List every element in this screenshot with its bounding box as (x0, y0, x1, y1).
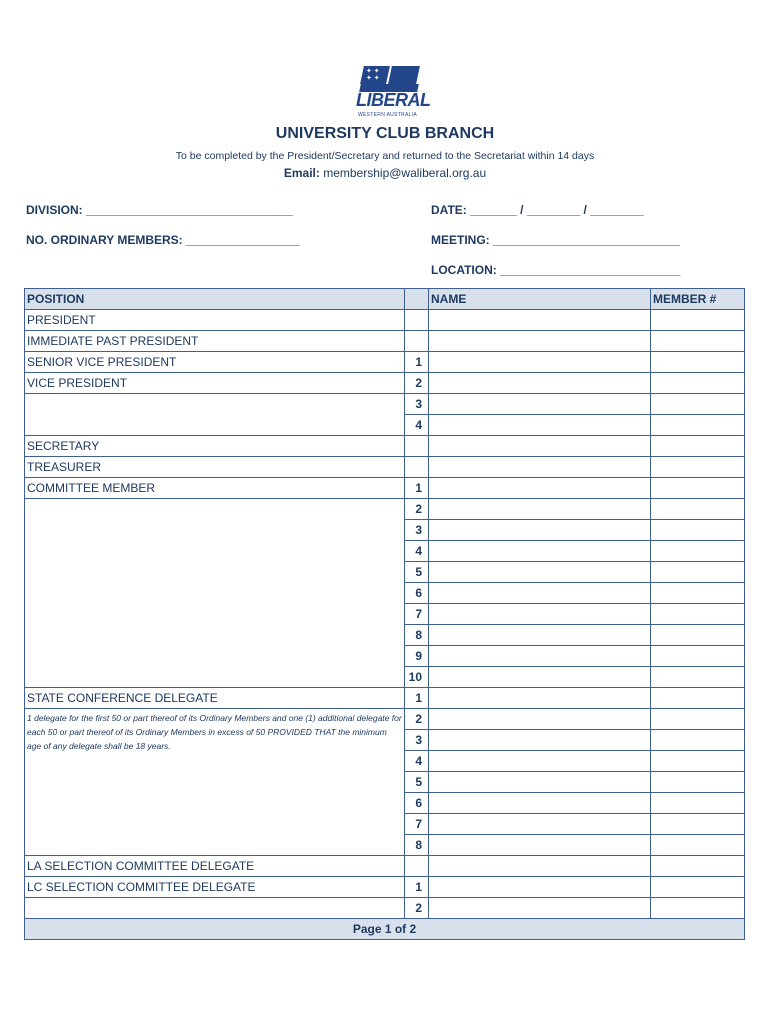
number-cell (405, 331, 429, 352)
position-cell (25, 898, 405, 919)
liberal-logo (352, 62, 431, 122)
name-input-cell[interactable] (429, 436, 651, 457)
position-cell: SECRETARY (25, 436, 405, 457)
email-label: Email: (283, 166, 320, 180)
member-number-input-cell[interactable] (651, 709, 745, 730)
name-input-cell[interactable] (429, 730, 651, 751)
number-cell: 3 (405, 730, 429, 751)
table-row (25, 331, 745, 352)
name-input-cell[interactable] (429, 352, 651, 373)
name-input-cell[interactable] (429, 520, 651, 541)
date-field[interactable]: DATE: _______ / ________ / ________ (431, 203, 644, 217)
name-input-cell[interactable] (429, 604, 651, 625)
number-cell: 1 (405, 352, 429, 373)
header-name: NAME (429, 289, 651, 310)
number-cell: 2 (405, 709, 429, 730)
member-number-input-cell[interactable] (651, 478, 745, 499)
header-member: MEMBER # (651, 289, 745, 310)
name-input-cell[interactable] (429, 772, 651, 793)
name-input-cell[interactable] (429, 394, 651, 415)
table-row (25, 856, 745, 877)
number-cell: 7 (405, 814, 429, 835)
table-row (25, 709, 745, 730)
position-cell (25, 499, 405, 688)
page-title: UNIVERSITY CLUB BRANCH (275, 125, 495, 142)
member-number-input-cell[interactable] (651, 751, 745, 772)
name-input-cell[interactable] (429, 814, 651, 835)
member-number-input-cell[interactable] (651, 772, 745, 793)
member-number-input-cell[interactable] (651, 352, 745, 373)
number-cell: 4 (405, 541, 429, 562)
number-cell: 4 (405, 415, 429, 436)
member-number-input-cell[interactable] (651, 856, 745, 877)
number-cell: 8 (405, 625, 429, 646)
table-row (25, 457, 745, 478)
table-row (25, 478, 745, 499)
logo-word: LIBERAL (356, 90, 431, 110)
member-number-input-cell[interactable] (651, 310, 745, 331)
ordinary-members-field[interactable]: NO. ORDINARY MEMBERS: _________________ (26, 233, 300, 247)
number-cell (405, 310, 429, 331)
name-input-cell[interactable] (429, 877, 651, 898)
position-cell: STATE CONFERENCE DELEGATE (25, 688, 405, 709)
number-cell: 6 (405, 793, 429, 814)
positions-table (24, 288, 745, 940)
name-input-cell[interactable] (429, 688, 651, 709)
table-row (25, 373, 745, 394)
member-number-input-cell[interactable] (651, 499, 745, 520)
division-field[interactable]: DIVISION: _______________________________ (26, 203, 293, 217)
number-cell: 10 (405, 667, 429, 688)
name-input-cell[interactable] (429, 499, 651, 520)
position-cell: COMMITTEE MEMBER (25, 478, 405, 499)
position-cell: PRESIDENT (25, 310, 405, 331)
email-line (0, 166, 770, 180)
name-input-cell[interactable] (429, 583, 651, 604)
name-input-cell[interactable] (429, 478, 651, 499)
position-cell (25, 394, 405, 436)
number-cell: 7 (405, 604, 429, 625)
member-number-input-cell[interactable] (651, 814, 745, 835)
member-number-input-cell[interactable] (651, 793, 745, 814)
name-input-cell[interactable] (429, 415, 651, 436)
logo-sub: WESTERN AUSTRALIA (358, 112, 417, 118)
member-number-input-cell[interactable] (651, 331, 745, 352)
table-row (25, 877, 745, 898)
number-cell (405, 436, 429, 457)
name-input-cell[interactable] (429, 709, 651, 730)
member-number-input-cell[interactable] (651, 436, 745, 457)
table-footer-row (25, 919, 745, 940)
name-input-cell[interactable] (429, 331, 651, 352)
number-cell: 8 (405, 835, 429, 856)
header-number (405, 289, 429, 310)
number-cell (405, 856, 429, 877)
name-input-cell[interactable] (429, 793, 651, 814)
position-cell: VICE PRESIDENT (25, 373, 405, 394)
member-number-input-cell[interactable] (651, 646, 745, 667)
email-value: membership@waliberal.org.au (323, 166, 487, 180)
position-cell: TREASURER (25, 457, 405, 478)
number-cell: 3 (405, 394, 429, 415)
name-input-cell[interactable] (429, 667, 651, 688)
member-number-input-cell[interactable] (651, 373, 745, 394)
name-input-cell[interactable] (429, 457, 651, 478)
number-cell: 1 (405, 877, 429, 898)
name-input-cell[interactable] (429, 898, 651, 919)
position-cell: IMMEDIATE PAST PRESIDENT (25, 331, 405, 352)
name-input-cell[interactable] (429, 310, 651, 331)
member-number-input-cell[interactable] (651, 394, 745, 415)
table-row (25, 394, 745, 415)
logo-stars-icon: ✦ ✦ ✦ ✦ (366, 68, 380, 82)
table-row (25, 310, 745, 331)
member-number-input-cell[interactable] (651, 457, 745, 478)
member-number-input-cell[interactable] (651, 604, 745, 625)
member-number-input-cell[interactable] (651, 520, 745, 541)
position-cell: LA SELECTION COMMITTEE DELEGATE (25, 856, 405, 877)
location-field[interactable]: LOCATION: ___________________________ (431, 263, 681, 277)
position-cell: LC SELECTION COMMITTEE DELEGATE (25, 877, 405, 898)
name-input-cell[interactable] (429, 751, 651, 772)
member-number-input-cell[interactable] (651, 688, 745, 709)
member-number-input-cell[interactable] (651, 625, 745, 646)
number-cell: 5 (405, 772, 429, 793)
member-number-input-cell[interactable] (651, 541, 745, 562)
position-cell: SENIOR VICE PRESIDENT (25, 352, 405, 373)
number-cell: 3 (405, 520, 429, 541)
member-number-input-cell[interactable] (651, 877, 745, 898)
number-cell: 5 (405, 562, 429, 583)
table-row (25, 898, 745, 919)
header-position: POSITION (25, 289, 405, 310)
table-header-row (25, 289, 745, 310)
number-cell: 1 (405, 688, 429, 709)
name-input-cell[interactable] (429, 541, 651, 562)
logo-flag-shape (388, 66, 420, 84)
number-cell: 4 (405, 751, 429, 772)
member-number-input-cell[interactable] (651, 898, 745, 919)
name-input-cell[interactable] (429, 835, 651, 856)
table-row (25, 688, 745, 709)
member-number-input-cell[interactable] (651, 730, 745, 751)
name-input-cell[interactable] (429, 856, 651, 877)
name-input-cell[interactable] (429, 646, 651, 667)
number-cell (405, 457, 429, 478)
member-number-input-cell[interactable] (651, 667, 745, 688)
table-row (25, 436, 745, 457)
meeting-field[interactable]: MEETING: ____________________________ (431, 233, 680, 247)
member-number-input-cell[interactable] (651, 415, 745, 436)
number-cell: 2 (405, 499, 429, 520)
member-number-input-cell[interactable] (651, 583, 745, 604)
name-input-cell[interactable] (429, 625, 651, 646)
table-row (25, 352, 745, 373)
page-number: Page 1 of 2 (25, 919, 745, 940)
table-row (25, 499, 745, 520)
number-cell: 1 (405, 478, 429, 499)
number-cell: 6 (405, 583, 429, 604)
number-cell: 2 (405, 898, 429, 919)
name-input-cell[interactable] (429, 373, 651, 394)
delegate-note: 1 delegate for the first 50 or part thereof of its Ordinary Members and one (1) additional delegate for each 50 or part thereof of its Ordinary Members in excess of 50 PROVIDED THAT the minimum age of any delegate shall be 18 years. (25, 709, 405, 856)
number-cell: 9 (405, 646, 429, 667)
member-number-input-cell[interactable] (651, 562, 745, 583)
page-subtitle: To be completed by the President/Secretary and returned to the Secretariat within 14 days (175, 150, 595, 162)
number-cell: 2 (405, 373, 429, 394)
member-number-input-cell[interactable] (651, 835, 745, 856)
name-input-cell[interactable] (429, 562, 651, 583)
